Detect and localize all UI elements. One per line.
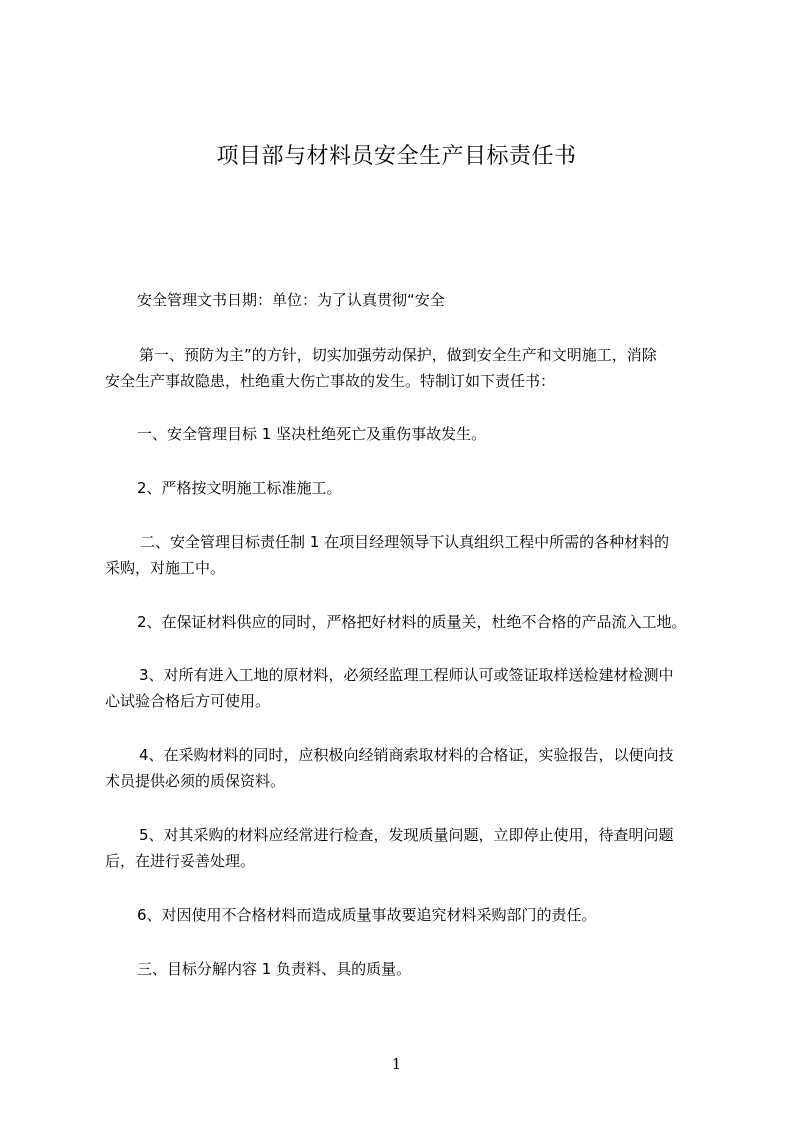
paragraph-line: 4、在采购材料的同时，应积极向经销商索取材料的合格证，实验报告，以便向技 [139, 746, 674, 764]
paragraph-line: 第一、预防为主”的方针，切实加强劳动保护，做到安全生产和文明施工，消除 [139, 346, 657, 364]
paragraph-intro [105, 287, 715, 313]
paragraph-line: 3、对所有进入工地的原材料，必须经监理工程师认可或签证取样送检建材检测中 [139, 666, 674, 684]
paragraph-accountability [105, 902, 715, 928]
paragraph-safety-goal [105, 421, 715, 447]
paragraph-line: 术员提供必须的质保资料。 [105, 772, 286, 790]
paragraph-line: 6、对因使用不合格材料而造成质量事故要追究材料采购部门的责任。 [137, 906, 597, 924]
paragraph-line: 一、安全管理目标 1 坚决杜绝死亡及重伤事故发生。 [137, 425, 487, 443]
paragraph-responsibility [105, 529, 715, 581]
paragraph-line: 2、在保证材料供应的同时，严格把好材料的质量关，杜绝不合格的产品流入工地。 [137, 613, 687, 631]
paragraph-line: 心试验合格后方可使用。 [105, 692, 271, 710]
paragraph-item-2 [105, 475, 715, 501]
paragraph-first [105, 342, 715, 394]
paragraph-line: 5、对其采购的材料应经常进行检查，发现质量问题，立即停止使用，待查明问题 [139, 826, 674, 844]
paragraph-line: 二、安全管理目标责任制 1 在项目经理领导下认真组织工程中所需的各种材料的 [140, 533, 670, 551]
paragraph-line: 2、严格按文明施工标准施工。 [137, 479, 342, 497]
paragraph-line: 三、目标分解内容 1 负责料、具的质量。 [137, 960, 412, 978]
paragraph-check [105, 822, 715, 874]
paragraph-line: 安全管理文书日期：单位：为了认真贯彻“安全 [137, 291, 445, 309]
paragraph-line: 安全生产事故隐患，杜绝重大伤亡事故的发生。特制订如下责任书： [105, 372, 556, 390]
paragraph-line: 采购，对施工中。 [105, 559, 226, 577]
page-number: 1 [391, 1055, 402, 1073]
paragraph-inspection [105, 662, 715, 714]
paragraph-breakdown [105, 956, 715, 982]
paragraph-quality [105, 609, 715, 635]
document-title: 项目部与材料员安全生产目标责任书 [216, 144, 577, 169]
paragraph-line: 后，在进行妥善处理。 [105, 852, 256, 870]
paragraph-certificates [105, 742, 715, 794]
